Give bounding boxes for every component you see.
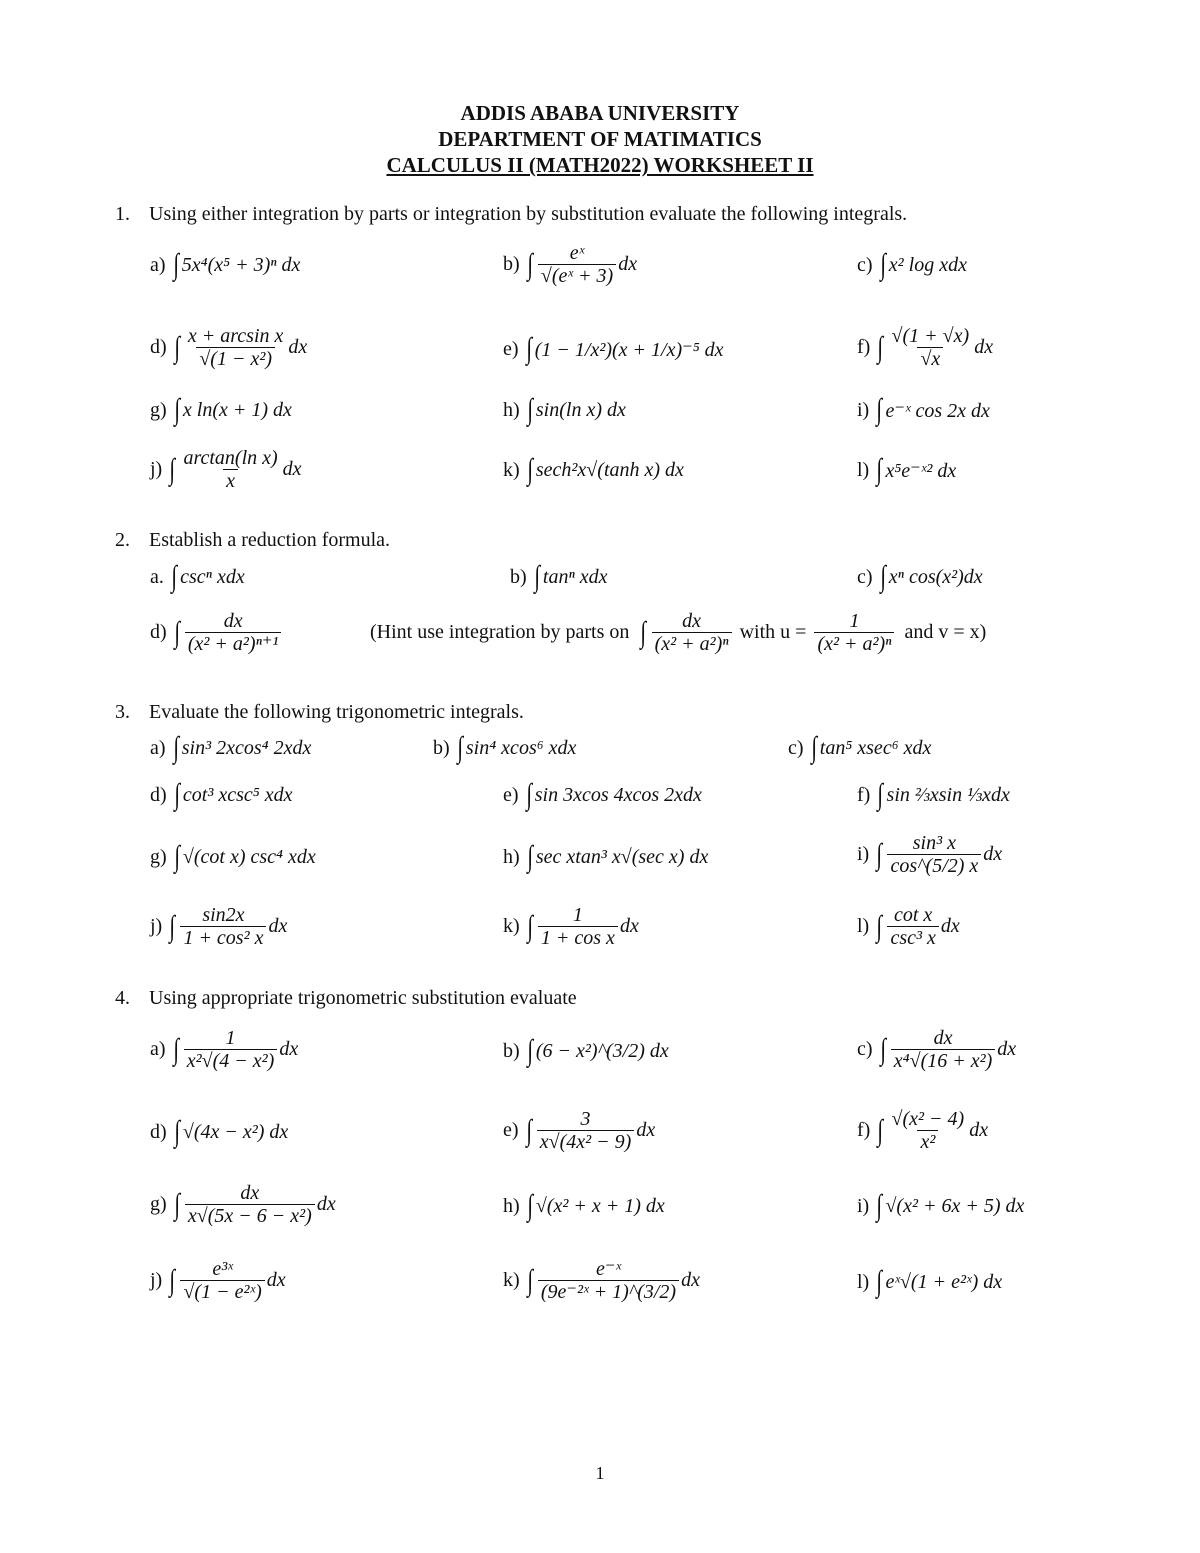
integrand: x ln(x + 1) dx [182, 398, 292, 421]
denominator: √(1 − x²) [196, 347, 275, 370]
question-3 [115, 701, 524, 724]
integral-sign: ∫ [879, 560, 886, 593]
item-label: f) [857, 336, 871, 358]
item-label: d) [150, 783, 167, 806]
integral-sign: ∫ [879, 248, 886, 281]
item-label: e) [503, 337, 519, 360]
numerator: e³ˣ [212, 1258, 233, 1280]
integral-sign: ∫ [173, 1187, 180, 1221]
integrand: x² log xdx [888, 253, 967, 276]
q3-item-f [857, 780, 1010, 810]
q3-item-g [150, 842, 316, 872]
integral-sign: ∫ [172, 731, 179, 764]
integral-sign: ∫ [169, 909, 176, 943]
university-title: ADDIS ABABA UNIVERSITY [460, 101, 740, 125]
integral-sign: ∫ [173, 778, 180, 811]
page-number: 1 [595, 1463, 605, 1483]
integrand: tan⁵ xsec⁶ xdx [819, 736, 932, 759]
integral-sign: ∫ [877, 1113, 884, 1147]
item-label: l) [857, 1270, 870, 1293]
q4-item-c [857, 1027, 1016, 1072]
question-text: Using appropriate trigonometric substitution evaluate [149, 987, 577, 1009]
q1-item-f [857, 325, 993, 370]
numerator: cot x [893, 904, 933, 926]
item-label: e) [503, 1119, 519, 1141]
q3-item-l [857, 904, 960, 949]
q1-item-b [503, 242, 637, 287]
q4-item-l [857, 1267, 1002, 1297]
q3-item-c [788, 733, 931, 763]
integral-sign: ∫ [172, 248, 179, 281]
integral-sign: ∫ [526, 1189, 533, 1222]
integrand: eˣ√(1 + e²ˣ) dx [885, 1270, 1003, 1293]
item-label: f) [857, 1119, 871, 1141]
differential: dx [940, 915, 960, 937]
fraction [185, 610, 282, 655]
q1-item-c [857, 250, 967, 280]
integral-sign: ∫ [526, 1263, 533, 1297]
item-label: h) [503, 398, 520, 421]
integrand: cscⁿ xdx [180, 565, 245, 588]
differential: dx [316, 1193, 336, 1215]
item-label: a) [150, 253, 166, 276]
question-number: 1. [115, 203, 130, 225]
differential: dx [681, 1269, 700, 1291]
q1-item-d [150, 325, 307, 370]
integrand: e⁻ˣ cos 2x dx [885, 399, 990, 422]
item-label: i) [857, 843, 870, 865]
integral-sign: ∫ [526, 247, 533, 281]
q4-item-j [150, 1258, 286, 1303]
integral-sign: ∫ [173, 615, 180, 649]
question-text: Establish a reduction formula. [149, 529, 391, 551]
q1-item-l [857, 455, 956, 485]
item-label: b) [503, 253, 520, 275]
integral-sign: ∫ [456, 731, 463, 764]
fraction [887, 904, 938, 949]
integral-sign: ∫ [876, 453, 883, 486]
item-label: j) [150, 1269, 163, 1291]
item-label: i) [857, 1194, 870, 1217]
denominator: √(1 − e²ˣ) [180, 1280, 264, 1303]
integral-sign: ∫ [640, 615, 647, 649]
integrand: (6 − x²)^(3/2) dx [535, 1039, 669, 1062]
q1-item-a [150, 250, 300, 280]
numerator: dx [223, 610, 243, 632]
hint-close: and v = x) [904, 621, 987, 643]
question-4 [115, 987, 577, 1010]
integral-sign: ∫ [169, 452, 176, 486]
numerator: eˣ [569, 242, 585, 264]
integrand: sech²x√(tanh x) dx [535, 458, 684, 481]
numerator: √(1 + √x) [891, 325, 970, 347]
item-label: a) [150, 736, 166, 759]
integral-sign: ∫ [173, 1115, 180, 1148]
differential: dx [282, 458, 302, 480]
differential: dx [618, 253, 638, 275]
item-label: d) [150, 1120, 167, 1143]
q4-item-i [857, 1191, 1024, 1221]
differential: dx [268, 915, 288, 937]
numerator: sin2x [202, 904, 245, 926]
integral-sign: ∫ [172, 1032, 179, 1066]
reduction-hint [370, 610, 986, 655]
denominator: 1 + cos² x [180, 926, 266, 949]
integrand: 5x⁴(x⁵ + 3)ⁿ dx [181, 253, 301, 276]
fraction [538, 1258, 679, 1303]
item-label: a. [150, 565, 164, 588]
numerator: x + arcsin x [187, 325, 284, 347]
integrand: √(cot x) csc⁴ xdx [182, 845, 316, 868]
integral-sign: ∫ [173, 393, 180, 426]
denominator: csc³ x [887, 926, 938, 949]
denominator: x⁴√(16 + x²) [891, 1049, 996, 1072]
integral-sign: ∫ [876, 1265, 883, 1298]
item-label: k) [503, 1269, 520, 1291]
denominator: x [223, 469, 238, 492]
integral-sign: ∫ [526, 1034, 533, 1067]
hint-with: with u = [739, 621, 807, 643]
fraction [889, 1108, 968, 1153]
integrand: sin ⅔xsin ⅓xdx [886, 783, 1010, 806]
q1-item-j [150, 447, 302, 492]
integral-sign: ∫ [876, 1189, 883, 1222]
q1-item-e [503, 334, 724, 364]
fraction [184, 1027, 278, 1072]
differential: dx [983, 843, 1003, 865]
numerator: arctan(ln x) [183, 447, 278, 469]
u-fraction [814, 610, 894, 655]
integral-sign: ∫ [526, 909, 533, 943]
integrand: cot³ xcsc⁵ xdx [182, 783, 293, 806]
integral-sign: ∫ [525, 1113, 532, 1147]
numerator: dx [933, 1027, 953, 1049]
denominator: (x² + a²)ⁿ [652, 632, 732, 655]
q2-item-a [150, 562, 245, 592]
differential: dx [288, 336, 308, 358]
q4-item-h [503, 1191, 665, 1221]
differential: dx [997, 1038, 1017, 1060]
item-label: f) [857, 783, 871, 806]
denominator: x² [917, 1130, 938, 1153]
integral-sign: ∫ [533, 560, 540, 593]
q4-item-e [503, 1108, 655, 1153]
fraction [180, 904, 266, 949]
integral-sign: ∫ [876, 393, 883, 426]
item-label: h) [503, 845, 520, 868]
integral-sign: ∫ [526, 840, 533, 873]
item-label: d) [150, 621, 167, 643]
q3-item-e [503, 780, 702, 810]
q3-item-i [857, 832, 1002, 877]
item-label: a) [150, 1038, 166, 1060]
numerator: dx [682, 610, 702, 632]
item-label: e) [503, 783, 519, 806]
integrand: √(x² + 6x + 5) dx [885, 1194, 1025, 1217]
denominator: (9e⁻²ˣ + 1)^(3/2) [538, 1280, 679, 1303]
denominator: √(eˣ + 3) [538, 264, 616, 287]
integrand: xⁿ cos(x²)dx [888, 565, 983, 588]
q1-item-h [503, 395, 626, 425]
numerator: 3 [580, 1108, 591, 1130]
document-header [0, 100, 1200, 178]
q3-item-h [503, 842, 708, 872]
fraction [891, 1027, 996, 1072]
fraction [185, 1182, 315, 1227]
numerator: sin³ x [912, 832, 956, 854]
item-label: l) [857, 458, 870, 481]
q3-item-a [150, 733, 311, 763]
fraction [538, 242, 616, 287]
integrand: sin 3xcos 4xcos 2xdx [534, 783, 702, 806]
q4-item-f [857, 1108, 988, 1153]
q4-item-g [150, 1182, 336, 1227]
q1-item-k [503, 455, 684, 485]
item-label: j) [150, 915, 163, 937]
differential: dx [619, 915, 639, 937]
question-number: 4. [115, 987, 130, 1009]
fraction [185, 325, 287, 370]
q4-item-d [150, 1117, 288, 1147]
integral-sign: ∫ [876, 837, 883, 871]
denominator: cos^(5/2) x [887, 854, 981, 877]
item-label: g) [150, 398, 167, 421]
integral-sign: ∫ [171, 560, 177, 593]
integral-sign: ∫ [173, 840, 180, 873]
q2-item-d [150, 610, 283, 655]
department-title: DEPARTMENT OF MATIMATICS [438, 127, 762, 151]
differential: dx [266, 1269, 286, 1291]
q3-item-j [150, 904, 287, 949]
integrand: sin⁴ xcos⁶ xdx [465, 736, 577, 759]
q3-item-b [433, 733, 576, 763]
item-label: g) [150, 845, 167, 868]
denominator: x√(5x − 6 − x²) [185, 1204, 315, 1227]
fraction [180, 1258, 264, 1303]
differential: dx [636, 1119, 656, 1141]
differential: dx [279, 1038, 299, 1060]
fraction [537, 1108, 635, 1153]
integral-sign: ∫ [877, 330, 884, 364]
item-label: i) [857, 398, 870, 421]
integrand: √(4x − x²) dx [182, 1120, 289, 1143]
q2-item-b [510, 562, 608, 592]
fraction [180, 447, 280, 492]
q4-item-k [503, 1258, 700, 1303]
item-label: b) [510, 565, 527, 588]
question-text: Evaluate the following trigonometric integrals. [149, 701, 524, 723]
integral-sign: ∫ [879, 1032, 886, 1066]
item-label: b) [503, 1039, 520, 1062]
item-label: k) [503, 915, 520, 937]
numerator: 1 [572, 904, 583, 926]
numerator: 1 [849, 610, 860, 632]
denominator: (x² + a²)ⁿ [814, 632, 894, 655]
integrand: sin³ 2xcos⁴ 2xdx [181, 736, 312, 759]
question-1 [115, 203, 907, 226]
item-label: h) [503, 1194, 520, 1217]
numerator: 1 [225, 1027, 236, 1049]
differential: dx [974, 336, 994, 358]
denominator: √x [917, 347, 943, 370]
q2-item-c [857, 562, 983, 592]
denominator: x√(4x² − 9) [537, 1130, 635, 1153]
item-label: k) [503, 458, 520, 481]
item-label: c) [857, 253, 873, 276]
q3-item-k [503, 904, 639, 949]
fraction [538, 904, 618, 949]
fraction [887, 832, 981, 877]
q4-item-b [503, 1036, 669, 1066]
differential: dx [969, 1119, 989, 1141]
integrand: sec xtan³ x√(sec x) dx [535, 845, 709, 868]
item-label: l) [857, 915, 870, 937]
integral-sign: ∫ [876, 909, 883, 943]
q3-item-d [150, 780, 292, 810]
question-number: 2. [115, 529, 130, 551]
integrand: x⁵e⁻ˣ² dx [885, 459, 957, 482]
item-label: c) [788, 736, 804, 759]
integral-sign: ∫ [526, 453, 533, 486]
numerator: √(x² − 4) [891, 1108, 965, 1130]
hint-fraction [652, 610, 732, 655]
q4-item-a [150, 1027, 298, 1072]
integrand: √(x² + x + 1) dx [535, 1194, 665, 1217]
denominator: (x² + a²)ⁿ⁺¹ [185, 632, 282, 655]
item-label: g) [150, 1193, 167, 1215]
integral-sign: ∫ [810, 731, 817, 764]
integrand: (1 − 1/x²)(x + 1/x)⁻⁵ dx [534, 338, 724, 361]
integral-sign: ∫ [525, 778, 532, 811]
hint-open: (Hint use integration by parts on [370, 621, 630, 643]
integral-sign: ∫ [173, 330, 180, 364]
integral-sign: ∫ [525, 332, 532, 365]
item-label: c) [857, 1038, 873, 1060]
item-label: j) [150, 458, 163, 480]
numerator: dx [240, 1182, 260, 1204]
fraction [889, 325, 973, 370]
integral-sign: ∫ [526, 393, 533, 426]
q1-item-g [150, 395, 292, 425]
question-number: 3. [115, 701, 130, 723]
integrand: tanⁿ xdx [542, 565, 608, 588]
numerator: e⁻ˣ [595, 1258, 622, 1280]
item-label: d) [150, 336, 167, 358]
question-text: Using either integration by parts or integration by substitution evaluate the following integrals. [149, 203, 908, 225]
worksheet-title: CALCULUS II (MATH2022) WORKSHEET II [386, 153, 814, 177]
integral-sign: ∫ [169, 1263, 176, 1297]
q1-item-i [857, 395, 990, 425]
question-2 [115, 529, 390, 552]
integral-sign: ∫ [877, 778, 884, 811]
item-label: c) [857, 565, 873, 588]
integrand: sin(ln x) dx [535, 398, 626, 421]
denominator: 1 + cos x [538, 926, 618, 949]
item-label: b) [433, 736, 450, 759]
denominator: x²√(4 − x²) [184, 1049, 278, 1072]
